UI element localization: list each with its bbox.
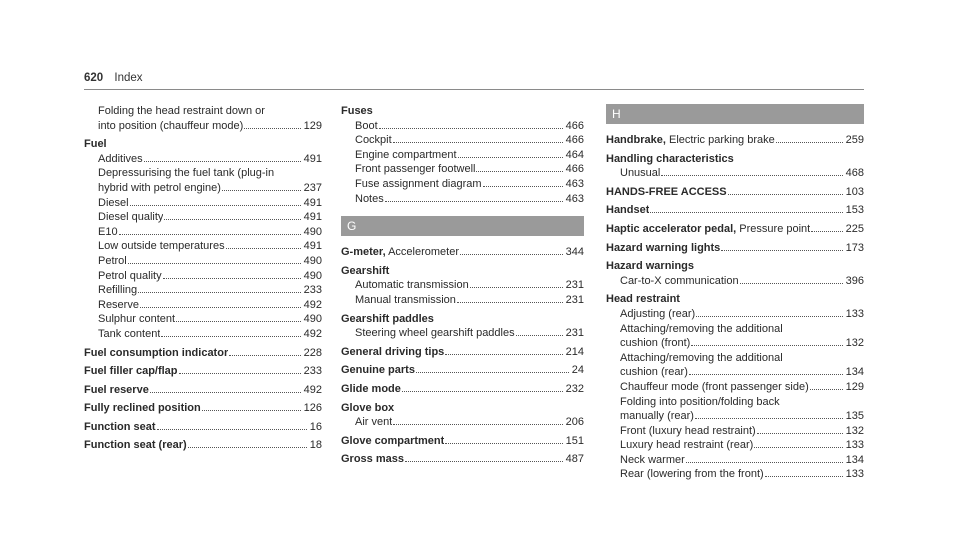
entry-label [355, 192, 384, 207]
entry-text: General driving tips [341, 345, 445, 358]
entry-page-number: 491 [303, 152, 322, 165]
entry-label [98, 119, 243, 134]
entry-label [620, 307, 695, 322]
entry-text: into position (chauffeur mode) [98, 119, 244, 132]
entry-label [98, 152, 143, 167]
entry-text: Hazard warning lights [606, 241, 721, 254]
entry-label [355, 415, 392, 430]
dot-leader [379, 127, 563, 129]
entry-label [620, 365, 688, 380]
entry-label [620, 467, 764, 482]
entry-page-number: 225 [845, 222, 864, 235]
index-heading: Hazard warnings [606, 260, 695, 273]
index-subentry [84, 254, 322, 269]
dot-leader [138, 291, 301, 293]
index-entry [341, 345, 584, 360]
entry-page-number: 231 [565, 279, 584, 292]
entry-text: Luxury head restraint (rear) [620, 439, 754, 452]
entry-text: Steering wheel gearshift paddles [355, 327, 515, 340]
dot-leader [385, 200, 563, 202]
entry-page-number: 396 [845, 274, 864, 287]
index-subentry-line: Folding the head restraint down or [98, 105, 265, 117]
index-entry [84, 438, 322, 453]
entry-label [341, 345, 444, 360]
entry-page-number: 151 [565, 434, 584, 447]
index-subentry [341, 326, 584, 341]
dot-leader [393, 423, 562, 425]
entry-text: Additives [98, 152, 143, 165]
entry-text: Petrol quality [98, 269, 162, 282]
index-entry [84, 364, 322, 379]
entry-page-number: 134 [845, 453, 864, 466]
entry-label [341, 363, 415, 378]
entry-page-number: 233 [303, 284, 322, 297]
entry-label [341, 452, 404, 467]
entry-page-number: 492 [303, 383, 322, 396]
entry-text: Front (luxury head restraint) [620, 424, 756, 437]
entry-page-number: 129 [303, 119, 322, 132]
dot-leader [458, 156, 563, 158]
entry-text: Reserve [98, 298, 139, 311]
dot-leader [661, 174, 842, 176]
entry-text: Fuel filler cap/flap [84, 365, 178, 378]
entry-label [606, 222, 810, 237]
entry-label [620, 409, 694, 424]
entry-text: HANDS-FREE ACCESS [606, 185, 727, 198]
index-entry [606, 241, 864, 256]
index-subentry [84, 239, 322, 254]
entry-suffix: Electric parking brake [665, 134, 775, 146]
dot-leader [689, 373, 843, 375]
index-entry [606, 222, 864, 237]
index-subentry-line: Attaching/removing the additional [620, 322, 783, 335]
dot-leader [229, 354, 300, 356]
entry-page-number: 233 [303, 365, 322, 378]
entry-text: Rear (lowering from the front) [620, 468, 764, 481]
entry-label [620, 166, 660, 181]
entry-label [606, 241, 720, 256]
entry-page-number: 132 [845, 424, 864, 437]
index-subentry [84, 298, 322, 313]
entry-suffix: Accelerometer [385, 246, 460, 259]
entry-label [620, 336, 690, 351]
index-heading: Fuel [84, 138, 107, 151]
entry-label [341, 382, 401, 397]
entry-text: Adjusting (rear) [620, 307, 696, 320]
entry-label [620, 380, 809, 395]
index-subentry [606, 274, 864, 289]
index-entry [84, 420, 322, 435]
dot-leader [765, 475, 843, 477]
entry-page-number: 490 [303, 269, 322, 282]
entry-text: Front passenger footwell [355, 163, 476, 176]
entry-page-number: 133 [845, 307, 864, 320]
entry-label [355, 278, 469, 293]
entry-text: Glove compartment [341, 434, 445, 447]
dot-leader [244, 127, 300, 129]
entry-label [98, 210, 163, 225]
entry-text: Unusual [620, 167, 661, 180]
dot-leader [416, 371, 569, 373]
dot-leader [226, 247, 301, 249]
dot-leader [811, 230, 842, 232]
entry-label [98, 283, 137, 298]
dot-leader [150, 391, 301, 393]
index-entry [606, 185, 864, 200]
entry-label [620, 438, 753, 453]
entry-label [98, 181, 221, 196]
entry-page-number: 126 [303, 402, 322, 415]
index-subentry [606, 380, 864, 395]
page-title: Index [114, 72, 143, 84]
dot-leader [402, 390, 563, 392]
entry-page-number: 153 [845, 204, 864, 217]
entry-label [355, 326, 515, 341]
index-heading: Handling characteristics [606, 152, 734, 165]
index-subentry [341, 192, 584, 207]
entry-page-number: 103 [845, 185, 864, 198]
entry-label [98, 254, 127, 269]
entry-text: Diesel quality [98, 211, 164, 224]
entry-page-number: 490 [303, 254, 322, 267]
entry-page-number: 491 [303, 211, 322, 224]
entry-text: Handset [606, 204, 650, 217]
dot-leader [740, 282, 843, 284]
index-entry [341, 245, 584, 260]
index-entry [84, 383, 322, 398]
entry-page-number: 237 [303, 181, 322, 194]
entry-text: Fuse assignment diagram [355, 177, 482, 190]
entry-page-number: 228 [303, 346, 322, 359]
entry-text: Tank content [98, 327, 161, 340]
entry-page-number: 129 [845, 380, 864, 393]
index-subentry [84, 312, 322, 327]
index-subentry-line: Attaching/removing the additional [620, 351, 783, 364]
dot-leader [728, 193, 843, 195]
entry-text: hybrid with petrol engine) [98, 181, 221, 194]
entry-page-number: 259 [845, 134, 864, 146]
entry-text: Diesel [98, 196, 129, 209]
entry-label [355, 177, 482, 192]
index-subentry-line: Depressurising the fuel tank (plug-in [98, 167, 275, 180]
entry-page-number: 464 [565, 148, 584, 161]
entry-page-number: 134 [845, 366, 864, 379]
dot-leader [445, 353, 562, 355]
entry-text: Boot [355, 119, 378, 132]
index-subentry [341, 133, 584, 148]
page-header [84, 72, 143, 84]
index-subentry [84, 210, 322, 225]
dot-leader [686, 461, 843, 463]
entry-text: cushion (front) [620, 337, 691, 350]
entry-page-number: 492 [303, 327, 322, 340]
dot-leader [140, 306, 301, 308]
entry-text: Genuine parts [341, 364, 415, 377]
entry-page-number: 466 [565, 163, 584, 176]
entry-label [98, 269, 162, 284]
index-entry [606, 133, 864, 148]
header-divider [84, 89, 864, 90]
entry-page-number: 490 [303, 225, 322, 238]
dot-leader [691, 344, 842, 346]
dot-leader [188, 446, 307, 448]
entry-page-number: 132 [845, 337, 864, 350]
index-heading: Fuses [341, 105, 373, 117]
index-subentry [606, 467, 864, 482]
index-subentry [84, 269, 322, 284]
entry-text: Sulphur content [98, 313, 176, 326]
entry-page-number: 18 [309, 439, 322, 452]
dot-leader [119, 233, 301, 235]
entry-text: Engine compartment [355, 148, 457, 161]
entry-suffix: Pressure point [736, 222, 811, 235]
entry-text: Chauffeur mode (front passenger side) [620, 380, 809, 393]
dot-leader [405, 460, 563, 462]
entry-label [355, 162, 475, 177]
entry-label [355, 148, 457, 163]
entry-label [620, 424, 756, 439]
index-entry [341, 363, 584, 378]
entry-text: G-meter, [341, 246, 386, 259]
entry-label [620, 274, 739, 289]
index-subentry [341, 119, 584, 134]
entry-text: Fuel reserve [84, 383, 149, 396]
index-heading: Gearshift paddles [341, 312, 434, 325]
entry-text: manually (rear) [620, 410, 694, 423]
dot-leader [483, 185, 563, 187]
dot-leader [393, 141, 563, 143]
entry-label [84, 401, 201, 416]
index-subentry [84, 119, 322, 134]
entry-text: Notes [355, 192, 384, 205]
index-entry [84, 346, 322, 361]
index-subentry [341, 415, 584, 430]
index-subentry [606, 453, 864, 468]
entry-page-number: 487 [565, 453, 584, 466]
entry-text: Function seat (rear) [84, 439, 187, 452]
dot-leader [157, 428, 307, 430]
index-subentry [84, 283, 322, 298]
entry-label [355, 293, 456, 308]
index-entry [84, 401, 322, 416]
index-subentry [84, 225, 322, 240]
dot-leader [460, 253, 563, 255]
dot-leader [696, 315, 842, 317]
entry-label [98, 239, 225, 254]
dot-leader [445, 442, 562, 444]
entry-page-number: 468 [845, 167, 864, 180]
entry-label [98, 196, 129, 211]
entry-page-number: 24 [571, 364, 584, 377]
dot-leader [128, 262, 301, 264]
entry-label [606, 185, 727, 200]
entry-label [606, 203, 649, 218]
index-subentry [341, 278, 584, 293]
index-entry [341, 452, 584, 467]
entry-page-number: 491 [303, 240, 322, 253]
entry-label [98, 225, 118, 240]
dot-leader [163, 277, 301, 279]
index-entry [341, 382, 584, 397]
dot-leader [470, 286, 563, 288]
dot-leader [516, 334, 563, 336]
entry-label [606, 133, 775, 148]
entry-text: Low outside temperatures [98, 240, 225, 253]
index-subentry [606, 438, 864, 453]
index-entry [606, 203, 864, 218]
entry-text: Handbrake, [606, 134, 666, 146]
dot-leader [176, 320, 301, 322]
page-number: 620 [84, 72, 104, 84]
entry-label [620, 453, 685, 468]
entry-page-number: 16 [309, 420, 322, 433]
entry-text: Haptic accelerator pedal, [606, 222, 737, 235]
section-letter: H [606, 104, 864, 124]
entry-page-number: 133 [845, 468, 864, 481]
entry-page-number: 492 [303, 298, 322, 311]
entry-text: Fully reclined position [84, 402, 201, 415]
entry-label [98, 298, 139, 313]
dot-leader [179, 372, 301, 374]
index-subentry [84, 181, 322, 196]
entry-page-number: 133 [845, 439, 864, 452]
index-subentry [84, 152, 322, 167]
entry-label [84, 438, 187, 453]
index-subentry [84, 327, 322, 342]
entry-text: E10 [98, 225, 118, 238]
entry-page-number: 466 [565, 119, 584, 132]
entry-text: Air vent [355, 416, 393, 429]
entry-text: Neck warmer [620, 453, 685, 466]
index-subentry-line: Folding into position/folding back [620, 395, 780, 408]
entry-label [84, 346, 228, 361]
entry-page-number: 173 [845, 241, 864, 254]
dot-leader [164, 218, 300, 220]
entry-text: Gross mass [341, 453, 404, 466]
entry-page-number: 206 [565, 416, 584, 429]
dot-leader [457, 301, 563, 303]
index-heading: Glove box [341, 401, 395, 414]
dot-leader [776, 141, 843, 143]
index-subentry [606, 307, 864, 322]
entry-page-number: 231 [565, 293, 584, 306]
entry-text: Glide mode [341, 382, 401, 395]
entry-text: Cockpit [355, 134, 392, 147]
entry-text: Petrol [98, 254, 127, 267]
entry-label [355, 133, 392, 148]
entry-label [84, 383, 149, 398]
entry-text: Automatic transmission [355, 279, 469, 292]
entry-page-number: 214 [565, 345, 584, 358]
index-column-2 [341, 104, 584, 467]
dot-leader [650, 211, 842, 213]
entry-text: Fuel consumption indicator [84, 346, 229, 359]
entry-page-number: 135 [845, 410, 864, 423]
dot-leader [695, 417, 843, 419]
entry-page-number: 463 [565, 177, 584, 190]
dot-leader [161, 335, 300, 337]
entry-page-number: 344 [565, 246, 584, 259]
dot-leader [202, 409, 301, 411]
entry-text: cushion (rear) [620, 366, 688, 379]
index-subentry [341, 162, 584, 177]
entry-label [341, 434, 444, 449]
index-subentry [341, 293, 584, 308]
section-letter: G [341, 216, 584, 236]
dot-leader [754, 446, 842, 448]
dot-leader [721, 249, 842, 251]
index-subentry [606, 424, 864, 439]
index-entry [341, 434, 584, 449]
entry-page-number: 490 [303, 313, 322, 326]
entry-text: Refilling [98, 284, 138, 297]
index-subentry [606, 336, 864, 351]
dot-leader [757, 432, 843, 434]
index-subentry [84, 196, 322, 211]
entry-page-number: 231 [565, 327, 584, 340]
dot-leader [810, 388, 843, 390]
entry-page-number: 466 [565, 134, 584, 147]
entry-label [355, 119, 378, 134]
entry-page-number: 491 [303, 196, 322, 209]
dot-leader [130, 204, 301, 206]
entry-text: Function seat [84, 420, 156, 433]
index-column-3 [606, 104, 864, 482]
entry-page-number: 232 [565, 382, 584, 395]
entry-label [98, 327, 160, 342]
entry-page-number: 463 [565, 192, 584, 205]
index-subentry [606, 409, 864, 424]
dot-leader [144, 160, 301, 162]
entry-label [84, 420, 156, 435]
dot-leader [222, 189, 301, 191]
entry-text: Car-to-X communication [620, 274, 739, 287]
index-column-1 [84, 104, 322, 453]
entry-label [84, 364, 178, 379]
index-subentry [341, 177, 584, 192]
entry-text: Manual transmission [355, 293, 456, 306]
dot-leader [476, 170, 562, 172]
entry-label [98, 312, 175, 327]
index-heading: Gearshift [341, 264, 390, 277]
entry-label [341, 245, 459, 260]
index-subentry [606, 166, 864, 181]
index-subentry [341, 148, 584, 163]
index-heading: Head restraint [606, 293, 680, 306]
index-subentry [606, 365, 864, 380]
